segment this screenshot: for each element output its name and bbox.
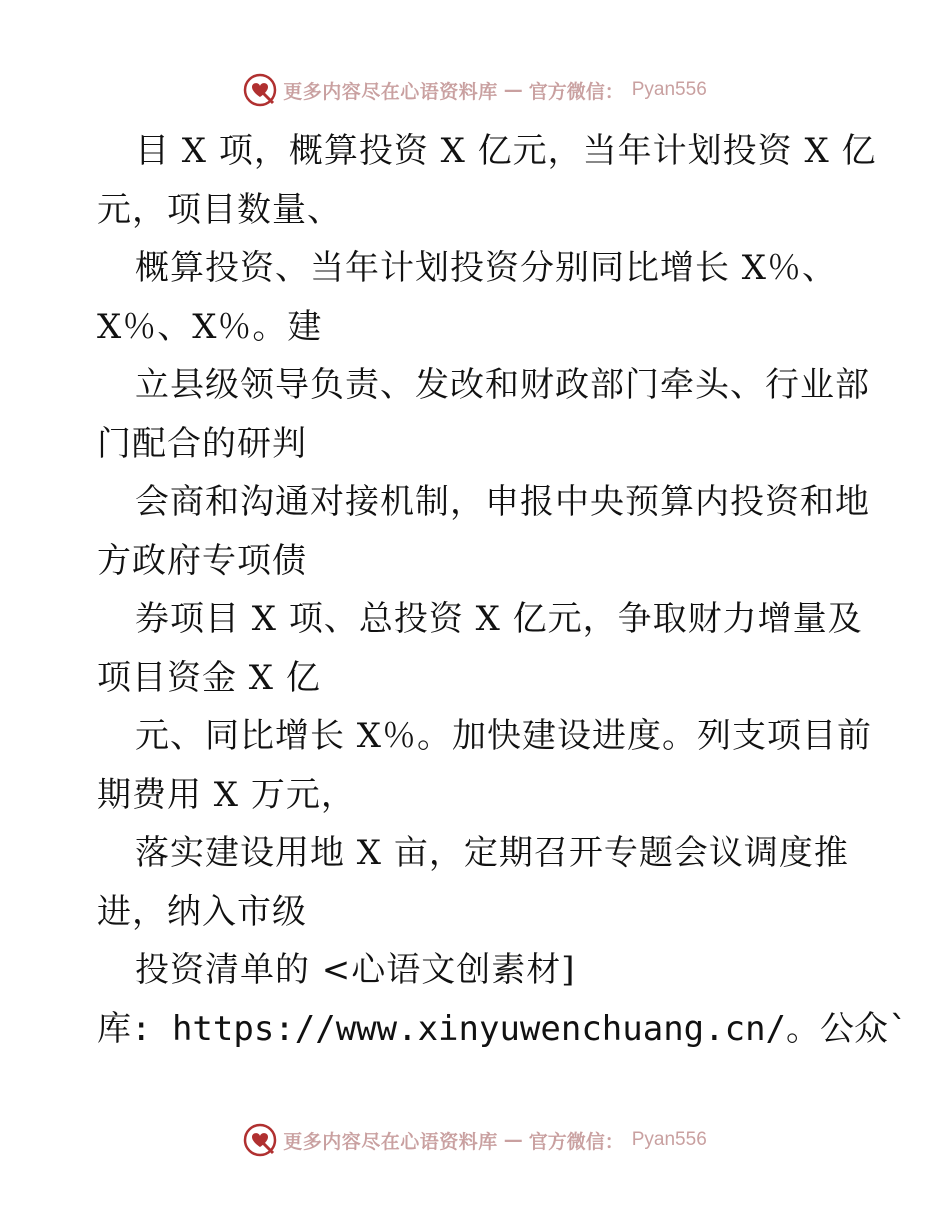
body-line: 期费用 X 万元， bbox=[97, 774, 356, 815]
body-line: 项目资金 X 亿 bbox=[97, 657, 321, 698]
body-line: 门配合的研判 bbox=[97, 423, 307, 464]
header-banner bbox=[0, 70, 950, 110]
body-line: 元，项目数量、 bbox=[97, 189, 342, 230]
body-line: X％、X％。建 bbox=[97, 306, 323, 347]
body-line: 概算投资、当年计划投资分别同比增长 X％、 bbox=[135, 248, 838, 288]
body-line: 方政府专项债 bbox=[97, 540, 307, 581]
body-line-url[interactable]: 库: https://www.xinyuwenchuang.cn/。公众` bbox=[97, 1008, 909, 1049]
banner-slogan: 更多内容尽在心语资料库 bbox=[283, 1130, 498, 1153]
heart-pen-logo-icon bbox=[243, 1123, 277, 1157]
banner-wechat-label: 官方微信： bbox=[528, 80, 624, 103]
banner-wechat-id: Pyan556 bbox=[631, 1129, 707, 1150]
banner-slogan: 更多内容尽在心语资料库 bbox=[283, 80, 498, 103]
banner-wechat-label: 官方微信： bbox=[528, 1130, 624, 1153]
body-line: 落实建设用地 X 亩，定期召开专题会议调度推 bbox=[135, 833, 849, 873]
body-line: 进，纳入市级 bbox=[97, 891, 307, 932]
body-line: 元、同比增长 X％。加快建设进度。列支项目前 bbox=[135, 716, 873, 756]
body-line: 目 X 项，概算投资 X 亿元，当年计划投资 X 亿 bbox=[135, 131, 877, 171]
banner-separator: — bbox=[503, 79, 523, 101]
footer-banner bbox=[0, 1120, 950, 1160]
banner-separator: — bbox=[503, 1129, 523, 1151]
body-line: 会商和沟通对接机制，申报中央预算内投资和地 bbox=[135, 482, 870, 522]
banner-wechat-id: Pyan556 bbox=[631, 79, 707, 100]
body-line: 立县级领导负责、发改和财政部门牵头、行业部 bbox=[135, 365, 870, 405]
body-line: 券项目 X 项、总投资 X 亿元，争取财力增量及 bbox=[135, 599, 863, 639]
body-line: 投资清单的 <心语文创素材] bbox=[135, 950, 576, 990]
heart-pen-logo-icon bbox=[243, 73, 277, 107]
document-body bbox=[97, 122, 909, 1058]
